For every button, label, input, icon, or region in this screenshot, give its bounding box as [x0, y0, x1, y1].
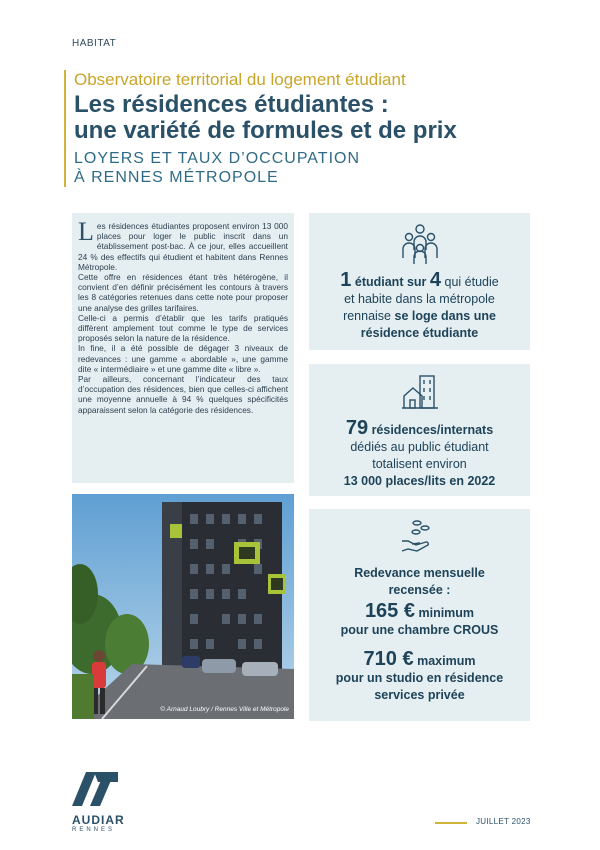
- footer-date: JUILLET 2023: [476, 817, 531, 826]
- page-header: [64, 70, 457, 187]
- logo-word: AUDIAR: [72, 813, 125, 827]
- card1-line-3-bold: se loge dans une: [394, 309, 496, 323]
- card2-line-4: 13 000 places/lits en 2022: [343, 474, 496, 488]
- card2-line-1: [309, 417, 530, 439]
- card3-line-2: recensée :: [388, 583, 451, 597]
- subtitle-line-1: LOYERS ET TAUX D’OCCUPATION: [74, 150, 361, 167]
- audiar-logo-mark: [72, 772, 118, 806]
- card1-num-2: 4: [429, 269, 442, 291]
- card2-line-2: dédiés au public étudiant: [350, 440, 489, 454]
- card2-num-label: résidences/internats: [371, 423, 494, 437]
- title-line-2: une variété de formules et de prix: [74, 117, 457, 144]
- intro-paragraph-2: Cette offre en résidences étant très hétérogène, il convient d’en définir précisément les contours à travers les 8 catégories retenues dans cette note pour proposer une analyse des grilles tarifaires.: [78, 272, 288, 313]
- card3-min-label: minimum: [418, 606, 475, 620]
- card3-max-label: maximum: [417, 654, 476, 668]
- card1-line-3: [309, 308, 530, 325]
- photo-credit: © Arnaud Loubry / Rennes Ville et Métropole: [160, 706, 289, 713]
- dropcap: L: [78, 217, 94, 246]
- card3-min-row: [309, 600, 530, 622]
- intro-paragraph-5: Par ailleurs, concernant l’indicateur des taux d’occupation des résidences, bien que celles-ci affichent une moyenne annuelle à 94 % quelques spécificités apparaissent selon la catégorie des résidences.: [78, 374, 288, 415]
- page-subtitle: [74, 149, 457, 187]
- card1-line-4: résidence étudiante: [360, 326, 479, 340]
- buildings-icon: [400, 374, 440, 410]
- audiar-logo: [72, 772, 127, 833]
- footer-accent-line: [435, 822, 467, 824]
- card2-num: 79: [345, 417, 369, 439]
- card3-min-value: 165 €: [364, 600, 415, 622]
- title-line-1: Les résidences étudiantes :: [74, 91, 389, 118]
- intro-p1-text: es résidences étudiantes proposent environ 13 000 places pour loger le public inscrit dans un établissement post-bac. À ce jour, elles accueillent 24 % des effectifs qui étudient et habitent dans Rennes Métropole.: [78, 221, 288, 272]
- subtitle-line-2: À RENNES MÉTROPOLE: [74, 169, 279, 186]
- card3-min-desc: pour une chambre CROUS: [340, 623, 499, 637]
- card1-num-1: 1: [340, 269, 352, 291]
- intro-text-box: [72, 213, 294, 483]
- stat-card-rent: [309, 509, 530, 721]
- intro-paragraph-3: Celle-ci a permis d’établir que les tarifs pratiqués diffèrent amplement tout comme le type de services proposés selon la nature de la résidence.: [78, 312, 288, 344]
- card1-line-2: et habite dans la métropole: [344, 292, 495, 306]
- card1-text-1: étudiant sur: [354, 275, 427, 289]
- card3-max-desc-2: services privée: [374, 688, 465, 702]
- coins-hand-icon: [400, 519, 440, 553]
- page-title: [74, 92, 457, 144]
- card3-max-row: [309, 648, 530, 670]
- people-group-icon: [400, 222, 440, 266]
- section-tag: HABITAT: [72, 38, 117, 49]
- card1-line-3-plain: rennaise: [343, 309, 392, 323]
- card3-line-1: Redevance mensuelle: [354, 566, 485, 580]
- header-kicker: Observatoire territorial du logement étudiant: [74, 70, 406, 89]
- card1-text-2: qui étudie: [444, 275, 499, 289]
- card3-max-value: 710 €: [363, 648, 414, 670]
- card2-line-3: totalisent environ: [372, 457, 467, 471]
- card3-max-desc-1: pour un studio en résidence: [335, 671, 504, 685]
- logo-sub: RENNES: [72, 827, 116, 833]
- intro-paragraph-4: In fine, il a été possible de dégager 3 niveaux de redevances : une gamme « abordable », une gamme dite « intermédiaire » et une gamme dite « libre ».: [78, 343, 288, 374]
- building-photo-illustration: [72, 494, 294, 719]
- intro-paragraph-1: [78, 217, 288, 272]
- building-photo: [72, 494, 294, 719]
- card1-line-1: [309, 269, 530, 291]
- stat-card-students: [309, 213, 530, 350]
- stat-card-residences: [309, 364, 530, 496]
